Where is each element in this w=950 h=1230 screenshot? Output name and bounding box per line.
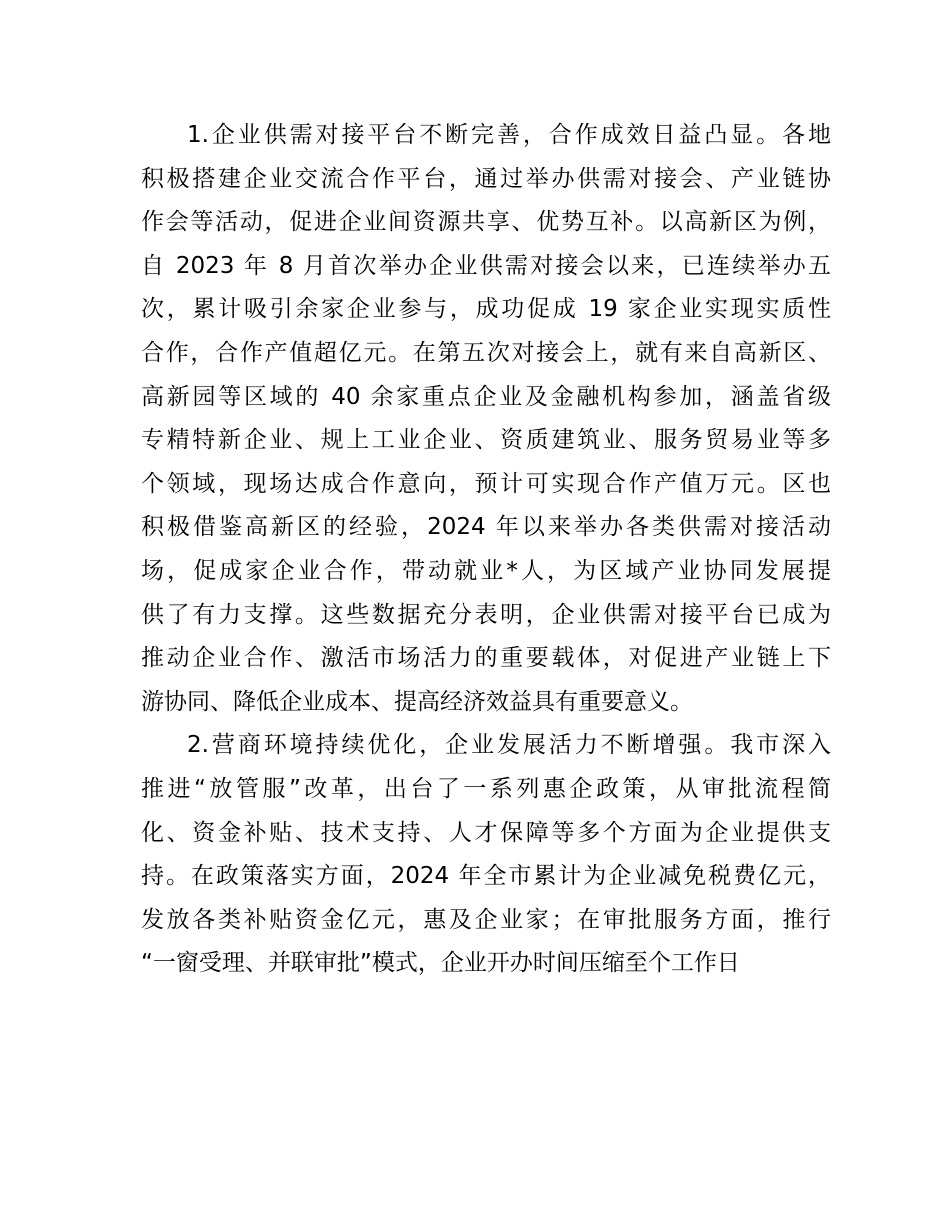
paragraph-line: 高新园等区域的 40 余家重点企业及金融机构参加，涵盖省级 — [141, 383, 831, 410]
paragraph-line: 自 2023 年 8 月首次举办企业供需对接会以来，已连续举办五 — [141, 252, 831, 279]
paragraph-line: 2.营商环境持续优化，企业发展活力不断增强。我市深入 — [187, 732, 831, 759]
paragraph-line: 供了有力支撑。这些数据充分表明，企业供需对接平台已成为 — [141, 601, 831, 628]
paragraph-line: 1.企业供需对接平台不断完善，合作成效日益凸显。各地 — [187, 122, 831, 148]
paragraph-line: 合作，合作产值超亿元。在第五次对接会上，就有来自高新区、 — [141, 339, 831, 366]
paragraph-line: 推进“放管服”改革，出台了一系列惠企政策，从审批流程简 — [141, 775, 831, 802]
paragraph-line: “一窗受理、并联审批”模式，企业开办时间压缩至个工作日 — [141, 950, 740, 977]
paragraph-line: 推动企业合作、激活市场活力的重要载体，对促进产业链上下 — [141, 645, 831, 672]
paragraph-2 — [141, 724, 831, 986]
document-body — [141, 114, 831, 986]
paragraph-1 — [141, 114, 831, 724]
paragraph-line: 作会等活动，促进企业间资源共享、优势互补。以高新区为例， — [141, 209, 831, 236]
paragraph-line: 发放各类补贴资金亿元，惠及企业家；在审批服务方面，推行 — [141, 906, 831, 933]
paragraph-line: 次，累计吸引余家企业参与，成功促成 19 家企业实现实质性 — [141, 296, 831, 323]
paragraph-line: 持。在政策落实方面，2024 年全市累计为企业减免税费亿元， — [141, 863, 831, 890]
paragraph-line: 场，促成家企业合作，带动就业*人，为区域产业协同发展提 — [141, 557, 831, 584]
paragraph-line: 化、资金补贴、技术支持、人才保障等多个方面为企业提供支 — [141, 819, 831, 846]
paragraph-line: 积极借鉴高新区的经验，2024 年以来举办各类供需对接活动 — [141, 514, 831, 541]
paragraph-line: 积极搭建企业交流合作平台，通过举办供需对接会、产业链协 — [141, 165, 831, 192]
paragraph-line: 游协同、降低企业成本、提高经济效益具有重要意义。 — [141, 688, 693, 715]
paragraph-line: 专精特新企业、规上工业企业、资质建筑业、服务贸易业等多 — [141, 427, 831, 454]
paragraph-line: 个领域，现场达成合作意向，预计可实现合作产值万元。区也 — [141, 470, 831, 497]
